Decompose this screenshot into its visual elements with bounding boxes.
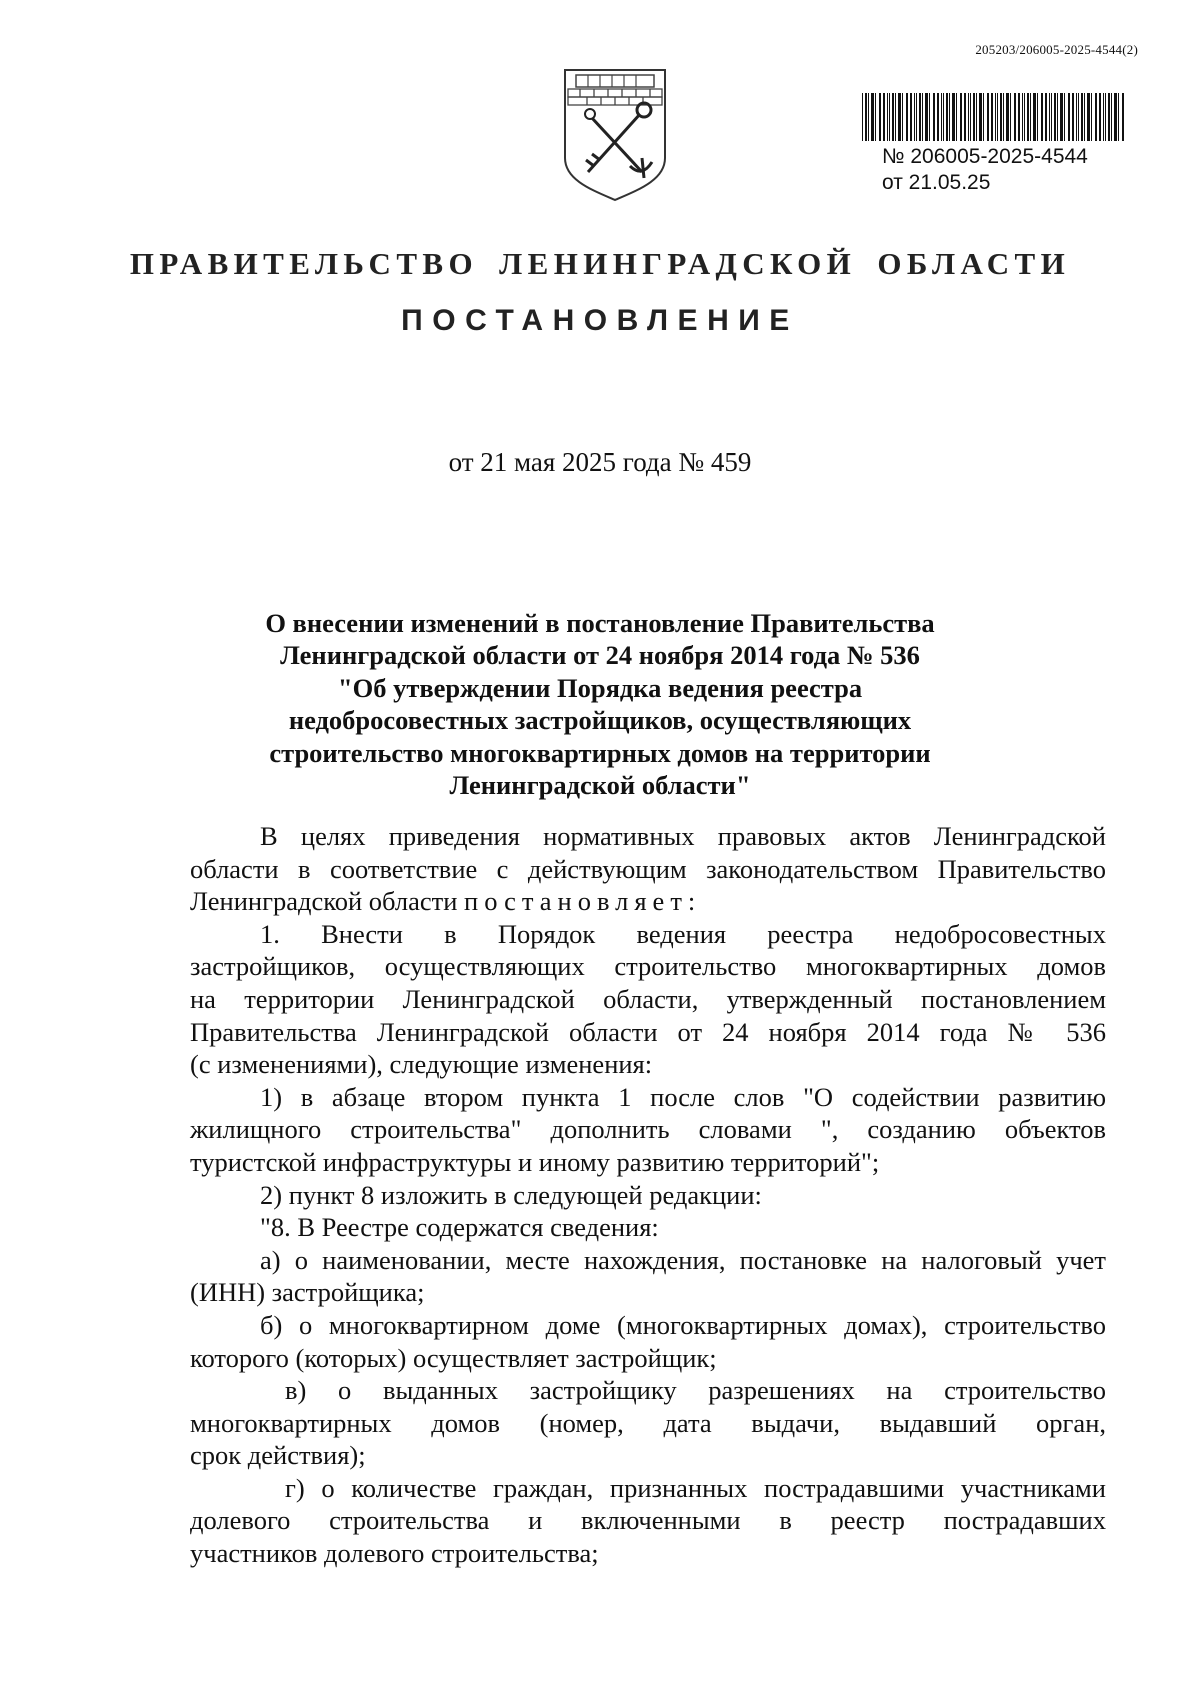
clause-line: которого (которых) осуществляет застройщик;: [190, 1342, 717, 1373]
preamble-line: области в соответствие с действующим законодательством Правительство: [190, 853, 1106, 884]
title-line: О внесении изменений в постановление Правительства: [265, 608, 935, 638]
government-heading: ПРАВИТЕЛЬСТВО ЛЕНИНГРАДСКОЙ ОБЛАСТИ: [129, 246, 1071, 281]
preamble-line: В целях приведения нормативных правовых актов Ленинградской: [260, 821, 1106, 851]
clause-line: срок действия);: [190, 1440, 366, 1471]
title-line: Ленинградской области от 24 ноября 2014 года № 536: [280, 640, 920, 671]
paragraph-line: Правительства Ленинградской области от 24 ноября 2014 года № 536: [190, 1016, 1106, 1047]
registration-stamp: [882, 144, 1088, 196]
subparagraph-line: 2) пункт 8 изложить в следующей редакции:: [260, 1179, 762, 1210]
clause-line: б) о многоквартирном доме (многоквартирных домах), строительство: [260, 1309, 1106, 1340]
coat-of-arms-icon: [560, 66, 670, 202]
decree-date: от 21 мая 2025 года № 459: [448, 447, 752, 477]
decree-body: [190, 820, 1106, 1570]
paragraph-line: на территории Ленинградской области, утвержденный постановлением: [190, 983, 1106, 1014]
title-line: Ленинградской области": [449, 770, 751, 801]
title-line: недобросовестных застройщиков, осуществляющих: [288, 705, 912, 736]
registration-number: № 206005-2025-4544: [882, 145, 1088, 168]
subparagraph-line: 1) в абзаце втором пункта 1 после слов "О содействии развитию: [260, 1081, 1106, 1112]
title-line: строительство многоквартирных домов на территории: [269, 737, 931, 768]
subparagraph-line: жилищного строительства" дополнить словами ", созданию объектов: [190, 1114, 1106, 1145]
clause-heading: "8. В Реестре содержатся сведения:: [260, 1212, 659, 1243]
resolution-word: постановляет:: [464, 886, 702, 917]
clause-line: а) о наименовании, месте нахождения, постановке на налоговый учет: [260, 1244, 1106, 1275]
clause-line: участников долевого строительства;: [190, 1538, 599, 1569]
preamble-text: Ленинградской области: [190, 886, 465, 917]
barcode-icon: [862, 93, 1124, 141]
clause-line: долевого строительства и включенными в реестр пострадавших: [190, 1505, 1106, 1536]
document-reference: 205203/206005-2025-4544(2): [975, 42, 1138, 57]
clause-line: г) о количестве граждан, признанных пострадавшими участниками: [285, 1472, 1106, 1503]
paragraph-line: 1. Внести в Порядок ведения реестра недобросовестных: [260, 918, 1106, 949]
preamble-line: [190, 885, 1106, 918]
document-type: ПОСТАНОВЛЕНИЕ: [401, 304, 799, 337]
paragraph-line: застройщиков, осуществляющих строительство многоквартирных домов: [190, 951, 1106, 982]
registration-date: от 21.05.25: [882, 171, 991, 194]
decree-title: [200, 607, 1000, 801]
title-line: "Об утверждении Порядка ведения реестра: [337, 672, 863, 703]
clause-line: в) о выданных застройщику разрешениях на строительство: [285, 1375, 1106, 1406]
clause-line: (ИНН) застройщика;: [190, 1277, 425, 1308]
clause-line: многоквартирных домов (номер, дата выдачи, выдавший орган,: [190, 1407, 1106, 1438]
subparagraph-line: туристской инфраструктуры и иному развитию территорий";: [190, 1146, 880, 1177]
paragraph-line: (с изменениями), следующие изменения:: [190, 1049, 653, 1080]
